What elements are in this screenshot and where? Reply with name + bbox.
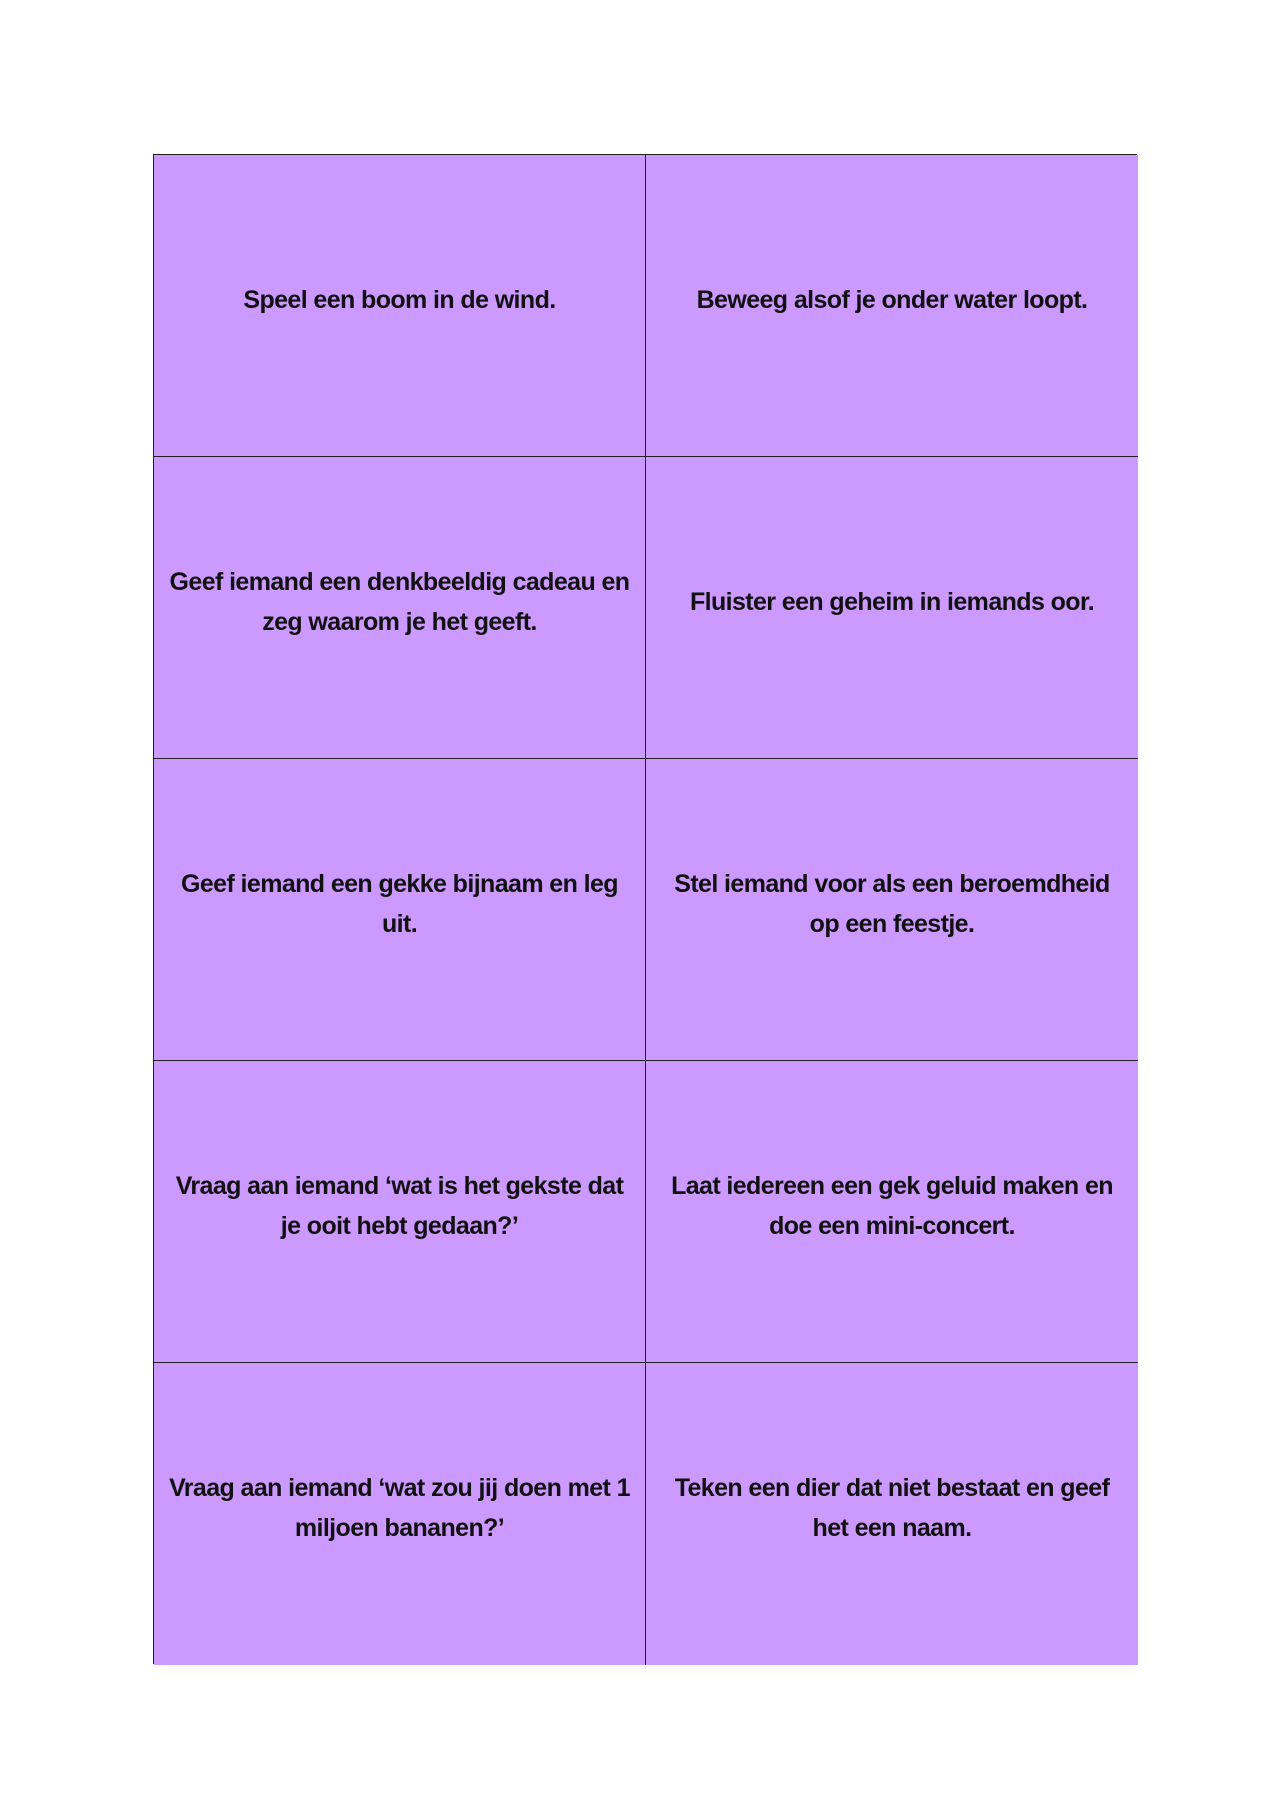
card	[646, 457, 1138, 759]
card	[154, 155, 646, 457]
card-grid	[153, 154, 1137, 1664]
card	[154, 457, 646, 759]
card	[154, 759, 646, 1061]
card	[646, 1363, 1138, 1665]
card-text: Teken een dier dat niet bestaat en geef het een naam.	[674, 1474, 1110, 1542]
card-text: Stel iemand voor als een beroemdheid op een feestje.	[674, 869, 1110, 938]
card-text: Fluister een geheim in iemands oor.	[689, 587, 1095, 616]
card-text: Laat iedereen een gek geluid maken en doe een mini-concert.	[671, 1171, 1113, 1240]
card-text: Vraag aan iemand ‘wat zou jij doen met 1 miljoen bananen?’	[169, 1474, 630, 1542]
card	[154, 1363, 646, 1665]
card-text: Speel een boom in de wind.	[243, 285, 556, 314]
card-text: Vraag aan iemand ‘wat is het gekste dat je ooit hebt gedaan?’	[175, 1171, 624, 1240]
card	[646, 1061, 1138, 1363]
card	[646, 759, 1138, 1061]
card	[154, 1061, 646, 1363]
card	[646, 155, 1138, 457]
card-text: Geef iemand een gekke bijnaam en leg uit.	[181, 869, 618, 938]
card-text: Geef iemand een denkbeeldig cadeau en zeg waarom je het geeft.	[169, 567, 630, 636]
card-text: Beweeg alsof je onder water loopt.	[696, 285, 1088, 314]
